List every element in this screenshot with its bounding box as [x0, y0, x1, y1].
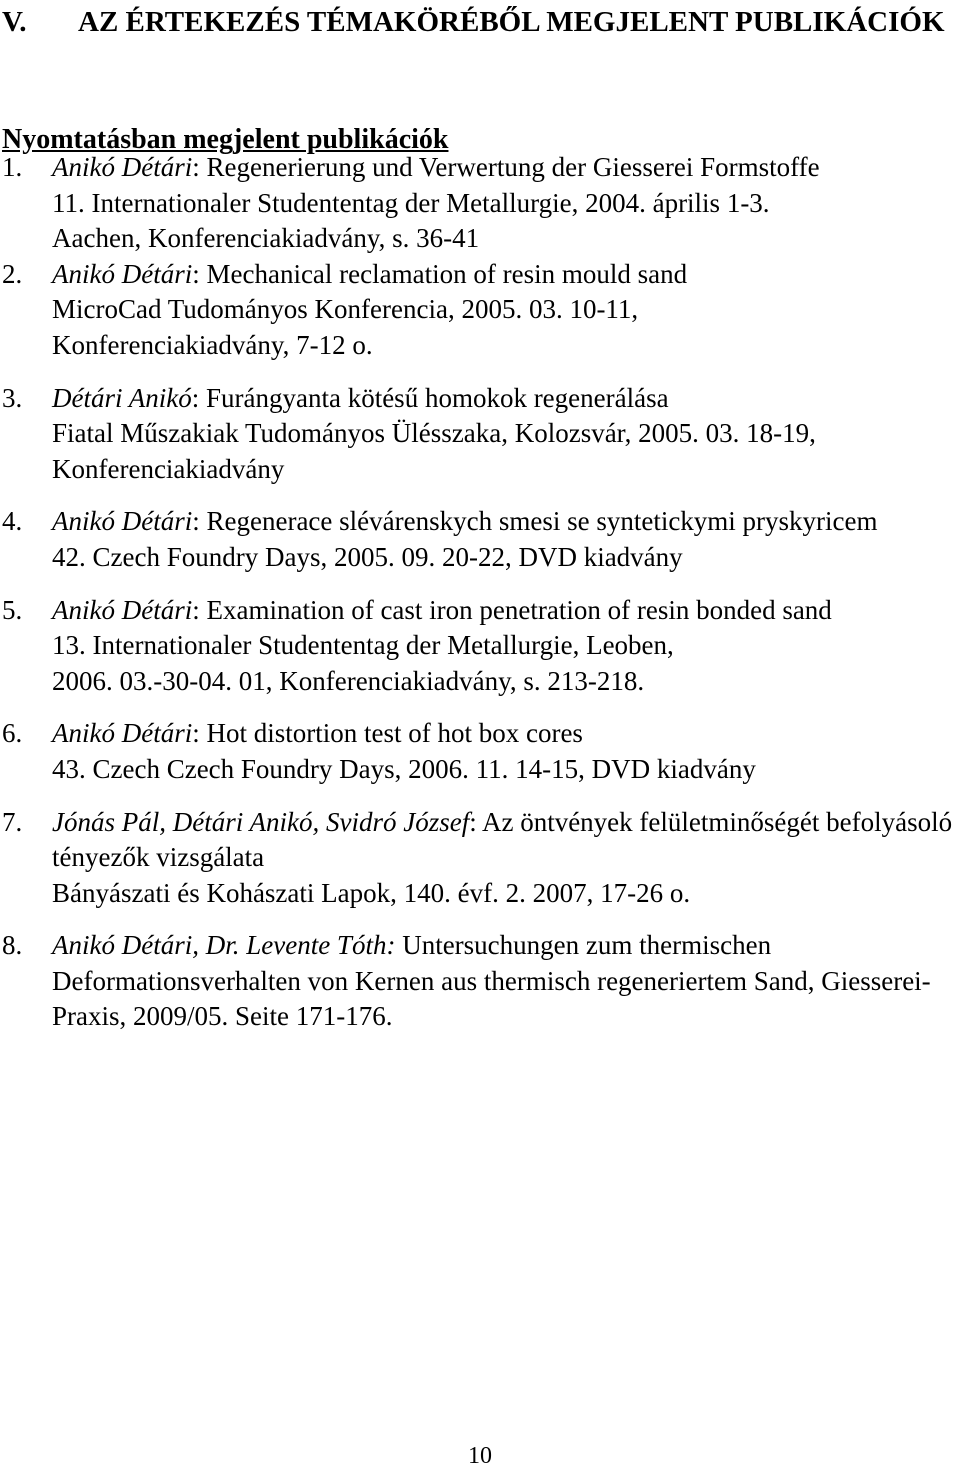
- publication-authors: Anikó Détári: [52, 506, 193, 537]
- chapter-heading: [0, 2, 958, 42]
- publication-authors: Anikó Détári, Dr. Levente Tóth:: [52, 930, 396, 961]
- publication-authors: Anikó Détári: [52, 594, 193, 625]
- publication-number: 3.: [2, 382, 23, 413]
- publication-authors: Anikó Détári: [52, 718, 193, 749]
- publication-title: : Az öntvények felületminőségét befolyásoló tényezők vizsgálata: [52, 806, 953, 873]
- publication-venue: 43. Czech Czech Foundry Days, 2006. 11. 14-15, DVD kiadvány: [52, 753, 756, 784]
- publication-details: Aachen, Konferenciakiadvány, s. 36-41: [52, 223, 480, 254]
- publication-venue: Fiatal Műszakiak Tudományos Ülésszaka, Kolozsvár, 2005. 03. 18-19,: [52, 418, 816, 449]
- publication-number: 1.: [2, 152, 23, 182]
- publication-authors: Anikó Détári: [52, 258, 193, 289]
- publication-venue: 13. Internationaler Studententag der Metallurgie, Leoben,: [52, 630, 674, 661]
- publication-authors: Détári Anikó: [52, 382, 192, 413]
- publication-details: Konferenciakiadvány, 7-12 o.: [52, 329, 373, 360]
- publication-venue: 11. Internationaler Studententag der Metallurgie, 2004. április 1-3.: [52, 187, 770, 218]
- publication-number: 4.: [2, 506, 23, 537]
- publication-title: : Examination of cast iron penetration of resin bonded sand: [192, 594, 832, 625]
- publication-title: Untersuchungen zum thermischen Deformationsverhalten von Kernen aus thermisch regeneriertem Sand, Giesserei-Praxis, 2009/05. Seite 171-176.: [52, 930, 931, 1032]
- publication-number: 2.: [2, 258, 23, 289]
- publication-authors: Jónás Pál, Détári Anikó, Svidró József: [52, 806, 470, 837]
- publication-details: Konferenciakiadvány: [52, 453, 285, 484]
- publication-number: 6.: [2, 718, 23, 749]
- publication-item: [0, 593, 958, 700]
- page-number: 10: [468, 1443, 492, 1469]
- publication-venue: Bányászati és Kohászati Lapok, 140. évf. 2. 2007, 17-26 o.: [52, 877, 691, 908]
- publication-number: 8.: [2, 930, 23, 961]
- publication-details: 2006. 03.-30-04. 01, Konferenciakiadvány, s. 213-218.: [52, 665, 645, 696]
- chapter-title: AZ ÉRTEKEZÉS TÉMAKÖRÉBŐL MEGJELENT PUBLIKÁCIÓK: [78, 6, 945, 38]
- section-heading: Nyomtatásban megjelent publikációk: [2, 124, 449, 155]
- publication-item: [0, 928, 958, 1035]
- publication-title: : Regenerace slévárenskych smesi se syntetickymi pryskyricem: [192, 506, 878, 537]
- publication-list: [0, 150, 958, 1035]
- publication-item: [0, 504, 958, 575]
- publication-authors: Anikó Détári: [52, 152, 193, 182]
- chapter-number: V.: [2, 6, 27, 38]
- publication-item: [0, 150, 958, 257]
- publication-item: [0, 716, 958, 787]
- publication-title: : Furángyanta kötésű homokok regenerálása: [191, 382, 669, 413]
- publication-venue: MicroCad Tudományos Konferencia, 2005. 03. 10-11,: [52, 294, 639, 325]
- publication-venue: 42. Czech Foundry Days, 2005. 09. 20-22, DVD kiadvány: [52, 541, 683, 572]
- publication-title: : Regenerierung und Verwertung der Giesserei Formstoffe: [192, 152, 820, 182]
- publication-number: 7.: [2, 806, 23, 837]
- publication-number: 5.: [2, 594, 23, 625]
- publication-item: [0, 381, 958, 488]
- publication-item: [0, 805, 958, 912]
- publication-item: [0, 257, 958, 364]
- publication-title: : Mechanical reclamation of resin mould sand: [192, 258, 688, 289]
- publication-title: : Hot distortion test of hot box cores: [192, 718, 583, 749]
